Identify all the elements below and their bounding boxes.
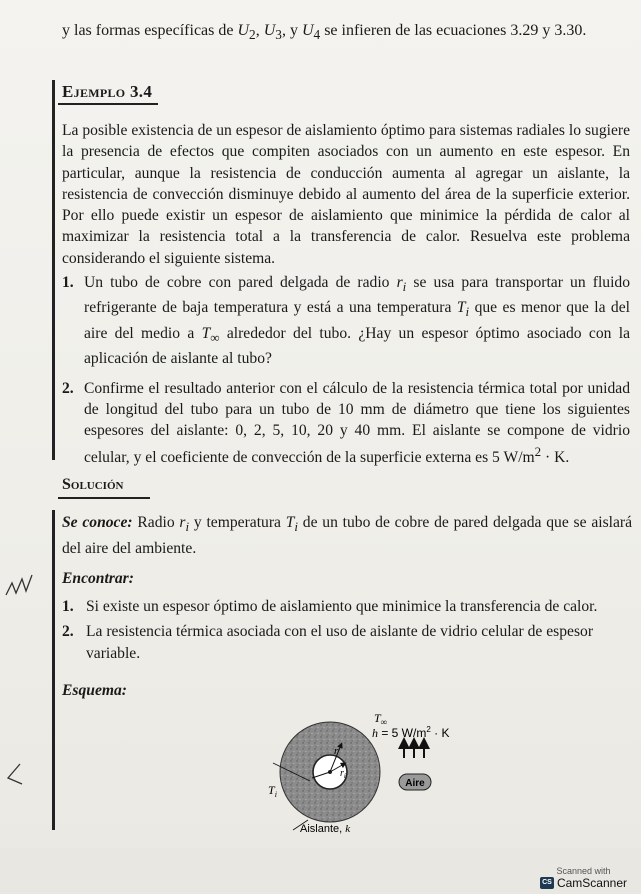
scanned-with-text: Scanned with <box>556 866 611 876</box>
camscanner-watermark <box>540 866 627 890</box>
left-margin-rule <box>52 80 55 460</box>
handwritten-mark <box>2 760 32 790</box>
r-label: r <box>334 745 339 757</box>
example-paragraph: La posible existencia de un espesor de aislamiento óptimo para sistemas radiales lo sugiere la presencia de efectos que compiten asociados con un aumento en este espesor. En particular, aunque la resistencia de conducción aumenta al agregar un aislante, la resistencia de convección disminuye debido al aumento del área de la superficie exterior. Por ello puede existir un espesor de aislamiento que minimice la pérdida de calor al maximizar la resistencia total a la transferencia de calor. Resuelva este problema considerando el siguiente sistema. <box>62 122 630 267</box>
handwritten-mark <box>2 565 42 605</box>
left-margin-rule <box>52 510 55 830</box>
list-item: 2. La resistencia térmica asociada con el uso de aislante de vidrio celular de espesor variable. <box>62 623 594 662</box>
insulated-pipe-schematic <box>248 706 478 836</box>
t-inf-label: $T_\infty$ <box>374 711 388 727</box>
schema-label: Esquema: <box>62 682 127 699</box>
list-item: 2. Confirme el resultado anterior con el cálculo de la resistencia térmica total por unidad de longitud del tubo para un tubo de 10 mm de diámetro que tiene los siguientes espesores del aislante: 0, 2, 5, 10, 20 y 40 mm. El aislante se compone de vidrio celular, y el coeficiente de convección de la superficie externa es 5 $W/m^2 \cdot K$. <box>62 379 630 467</box>
solution-title: Solución <box>62 476 124 493</box>
ri-label: $r_i$ <box>340 768 346 780</box>
camscanner-brand: CamScanner <box>556 876 627 890</box>
camscanner-logo-icon: CS <box>540 877 554 889</box>
example-item-list <box>62 272 630 477</box>
intro-line: y las formas específicas de $U_2$, $U_3$, y $U_4$ se infieren de las ecuaciones 3.29 y 3.30. <box>62 22 587 43</box>
solution-title-underline <box>58 497 150 499</box>
air-badge <box>399 774 431 790</box>
svg-text:Aire: Aire <box>405 778 425 789</box>
known-section: Se conoce: Radio $r_i$ y temperatura $T_i$ de un tubo de cobre de pared delgada que se aislará del aire del ambiente. <box>62 514 633 557</box>
example-title-underline <box>58 103 158 105</box>
ti-label: $T_i$ <box>268 783 277 799</box>
find-label: Encontrar: <box>62 570 134 587</box>
h-label: h = 5 $W/m^2 \cdot K$ <box>372 725 450 740</box>
air-flow-arrows <box>404 743 424 758</box>
list-item: 1. Un tubo de cobre con pared delgada de radio $r_i$ se usa para transportar un fluido refrigerante de baja temperatura y está a una temperatura $T_i$ que es menor que la del aire del medio a $T_\infty$ alrededor del tubo. ¿Hay un espesor óptimo asociado con la aplicación de aislante al tubo? <box>62 274 631 368</box>
list-item: 1. Si existe un espesor óptimo de aislamiento que minimice la transferencia de calor. <box>62 598 598 615</box>
insulation-label: Aislante, k <box>300 823 351 835</box>
find-list <box>62 596 630 668</box>
example-title: Ejemplo 3.4 <box>62 82 153 101</box>
